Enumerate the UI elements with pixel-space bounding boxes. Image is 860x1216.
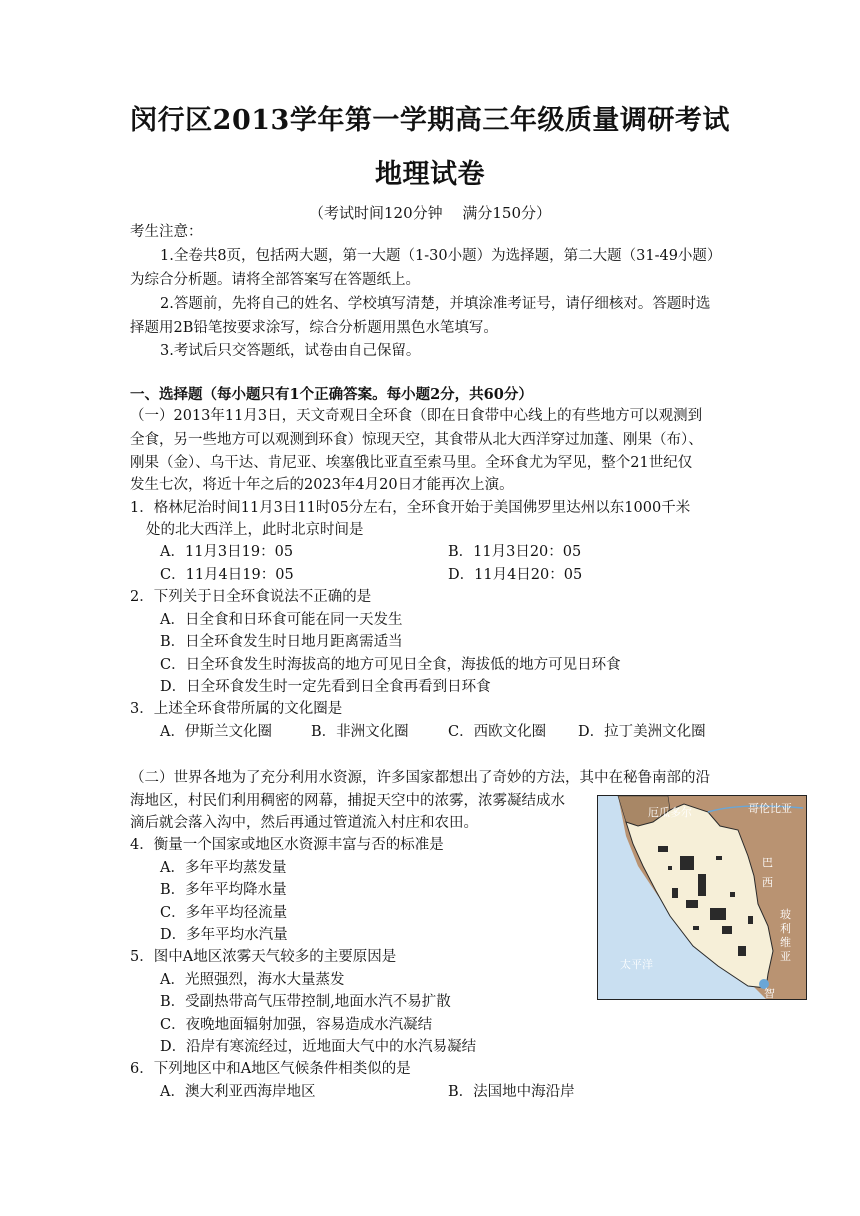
- question-1-option-a: A．11月3日19：05: [160, 544, 294, 560]
- group2-text: （二）世界各地为了充分利用水资源，许多国家都想出了奇妙的方法，其中在秘鲁南部的沿: [130, 770, 710, 786]
- question-4-option-c: C．多年平均径流量: [160, 905, 288, 921]
- label-bolivia: 玻: [780, 908, 791, 921]
- question-5-option-d: D．沿岸有寒流经过，近地面大气中的水汽易凝结: [160, 1039, 477, 1055]
- group2-text: 海地区，村民们利用稠密的网幕，捕捉天空中的浓雾，浓雾凝结成水: [130, 793, 565, 809]
- label-bolivia-4: 亚: [780, 950, 791, 963]
- question-2-option-a: A．日全食和日环食可能在同一天发生: [160, 612, 403, 628]
- question-1-stem: 1．格林尼治时间11月3日11时05分左右，全环食开始于美国佛罗里达州以东1000千米: [130, 500, 691, 516]
- question-2-option-d: D．日全环食发生时一定先看到日全食再看到日环食: [160, 679, 491, 695]
- group1-text: 全食，另一些地方可以观测到环食）惊现天空，其食带从北大西洋穿过加蓬、刚果（布）、: [130, 432, 703, 448]
- peru-map: [597, 795, 807, 1000]
- label-bolivia-2: 利: [780, 922, 791, 935]
- question-4-option-a: A．多年平均蒸发量: [160, 860, 287, 876]
- question-3-option-b: B．非洲文化圈: [311, 724, 409, 740]
- question-5-stem: 5．图中A地区浓雾天气较多的主要原因是: [130, 949, 397, 965]
- notice-item-3: 3.考试后只交答题纸，试卷由自己保留。: [160, 343, 421, 359]
- notice-item-1-cont: 为综合分析题。请将全部答案写在答题纸上。: [130, 272, 420, 288]
- question-3-option-c: C．西欧文化圈: [448, 724, 547, 740]
- label-chile: 智: [764, 987, 775, 1000]
- question-4-option-b: B．多年平均降水量: [160, 882, 287, 898]
- label-pacific: 太平洋: [620, 958, 653, 971]
- question-1-option-d: D．11月4日20：05: [448, 567, 583, 583]
- question-6-option-b: B．法国地中海沿岸: [448, 1084, 575, 1100]
- notice-heading: 考生注意：: [130, 224, 203, 240]
- question-5-option-b: B．受副热带高气压带控制,地面水汽不易扩散: [160, 994, 451, 1010]
- question-2-option-b: B．日全环食发生时日地月距离需适当: [160, 634, 403, 650]
- group2-text: 滴后就会落入沟中，然后再通过管道流入村庄和农田。: [130, 815, 478, 831]
- question-2-option-c: C．日全环食发生时海拔高的地方可见日全食，海拔低的地方可见日环食: [160, 657, 621, 673]
- group1-text: 刚果（金）、乌干达、肯尼亚、埃塞俄比亚直至索马里。全环食尤为罕见，整个21世纪仅: [130, 455, 693, 471]
- label-brazil-2: 西: [762, 876, 773, 889]
- question-2-stem: 2．下列关于日全环食说法不正确的是: [130, 589, 372, 605]
- label-bolivia-3: 维: [780, 936, 791, 949]
- question-1-option-b: B．11月3日20：05: [448, 544, 582, 560]
- question-1-option-c: C．11月4日19：05: [160, 567, 294, 583]
- question-5-option-c: C．夜晚地面辐射加强，容易造成水汽凝结: [160, 1017, 433, 1033]
- question-3-option-d: D．拉丁美洲文化圈: [578, 724, 706, 740]
- exam-title: 闵行区2013学年第一学期高三年级质量调研考试: [130, 105, 730, 136]
- question-5-option-a: A．光照强烈，海水大量蒸发: [160, 972, 345, 988]
- group1-text: （一）2013年11月3日，天文奇观日全环食（即在日食带中心线上的有些地方可以观测到: [130, 408, 703, 424]
- exam-subject-title: 地理试卷: [375, 159, 485, 190]
- group1-text: 发生七次，将近十年之后的2023年4月20日才能再次上演。: [130, 477, 514, 493]
- question-6-option-a: A．澳大利亚西海岸地区: [160, 1084, 316, 1100]
- label-ecuador: 厄瓜多尔: [648, 806, 692, 819]
- notice-item-2-cont: 择题用2B铅笔按要求涂写，综合分析题用黑色水笔填写。: [130, 320, 498, 336]
- question-6-stem: 6．下列地区中和A地区气候条件相类似的是: [130, 1061, 411, 1077]
- section-heading: 一、选择题（每小题只有1个正确答案。每小题2分，共60分）: [130, 386, 533, 403]
- question-3-option-a: A．伊斯兰文化圈: [160, 724, 272, 740]
- notice-item-2: 2.答题前，先将自己的姓名、学校填写清楚，并填涂准考证号，请仔细核对。答题时选: [160, 296, 711, 312]
- label-brazil: 巴: [762, 856, 773, 869]
- question-4-stem: 4．衡量一个国家或地区水资源丰富与否的标准是: [130, 837, 444, 853]
- question-1-stem-cont: 处的北大西洋上，此时北京时间是: [146, 522, 364, 538]
- question-3-stem: 3．上述全环食带所属的文化圈是: [130, 701, 343, 717]
- question-4-option-d: D．多年平均水汽量: [160, 927, 288, 943]
- notice-item-1: 1.全卷共8页，包括两大题，第一大题（1-30小题）为选择题，第二大题（31-49小题）: [160, 248, 722, 264]
- exam-info: （考试时间120分钟 满分150分）: [308, 204, 552, 222]
- label-colombia: 哥伦比亚: [748, 802, 792, 815]
